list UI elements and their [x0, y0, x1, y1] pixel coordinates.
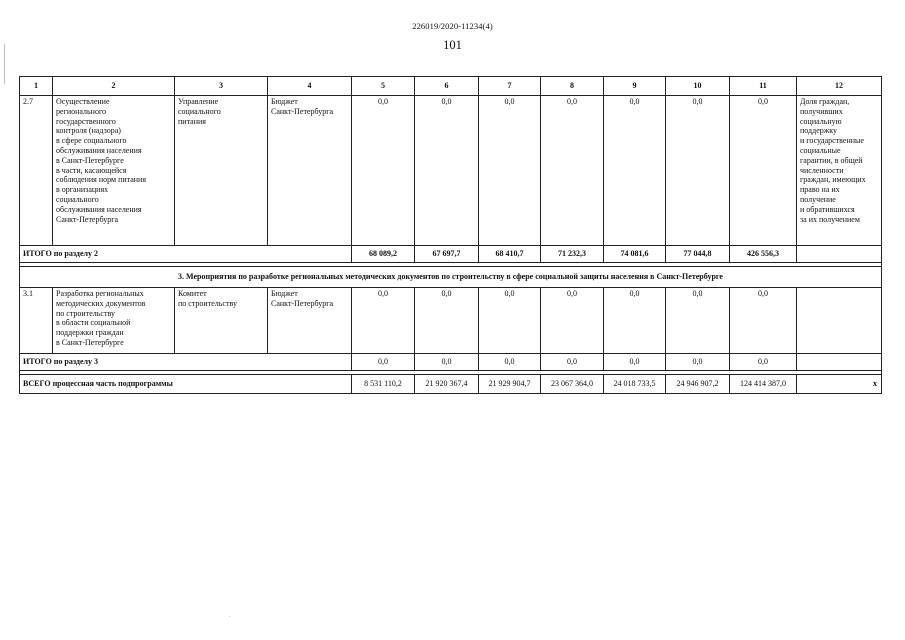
total-value: 426 556,3 — [730, 246, 797, 263]
total-value: 0,0 — [666, 354, 730, 371]
section-3-heading-row — [20, 267, 882, 288]
value-cell: 0,0 — [352, 96, 415, 246]
total-value: 74 081,6 — [604, 246, 666, 263]
column-number: 1 — [20, 77, 53, 96]
grand-total-value: 21 920 367,4 — [415, 375, 479, 394]
grand-total-value: 124 414 387,0 — [730, 375, 797, 394]
document-id: 226019/2020-11234(4) — [412, 21, 493, 31]
funding-source: Бюджет Санкт-Петербурга — [268, 96, 352, 246]
empty-cell — [797, 246, 882, 263]
measure-name: Разработка региональных методических документов по строительству в области социальной поддержки граждан в Санкт-Петербурге — [53, 288, 175, 354]
total-value: 77 044,8 — [666, 246, 730, 263]
row-number: 3.1 — [20, 288, 53, 354]
value-cell: 0,0 — [730, 288, 797, 354]
value-cell: 0,0 — [666, 96, 730, 246]
total-value: 0,0 — [730, 354, 797, 371]
column-number: 4 — [268, 77, 352, 96]
value-cell: 0,0 — [666, 288, 730, 354]
total-value: 0,0 — [541, 354, 604, 371]
section-heading: 3. Мероприятия по разработке региональных методических документов по строительству в сфере социальной защиты населения в Санкт-Петербурге — [20, 267, 882, 288]
value-cell: 0,0 — [730, 96, 797, 246]
page-number: 101 — [443, 38, 462, 52]
funding-source: Бюджет Санкт-Петербурга — [268, 288, 352, 354]
empty-cell — [797, 288, 882, 354]
value-cell: 0,0 — [604, 96, 666, 246]
indicator: Доля граждан, получивших социальную поддержку и государственные социальные гарантии, в общей численности граждан, имеющих право на их получение и обратившихся за их получением — [797, 96, 882, 246]
measure-name: Осуществление регионального государственного контроля (надзора) в сфере социального обслуживания населения в Санкт-Петербурге в части, касающейся соблюдения норм питания в организациях социального обслуживания населения Санкт-Петербурга — [53, 96, 175, 246]
scan-margin-line — [4, 44, 5, 84]
column-number: 9 — [604, 77, 666, 96]
row-number: 2.7 — [20, 96, 53, 246]
grand-total-value: 23 067 364,0 — [541, 375, 604, 394]
column-number: 11 — [730, 77, 797, 96]
column-number: 7 — [479, 77, 541, 96]
total-value: 0,0 — [479, 354, 541, 371]
value-cell: 0,0 — [541, 96, 604, 246]
total-value: 67 697,7 — [415, 246, 479, 263]
grand-total-label: ВСЕГО процессная часть подпрограммы — [20, 375, 352, 394]
total-value: 0,0 — [604, 354, 666, 371]
column-number: 5 — [352, 77, 415, 96]
grand-total-row — [20, 375, 882, 394]
total-section-2-row — [20, 246, 882, 263]
total-value: 0,0 — [352, 354, 415, 371]
total-value: 71 232,3 — [541, 246, 604, 263]
total-label: ИТОГО по разделу 3 — [20, 354, 352, 371]
grand-total-value: 24 946 907,2 — [666, 375, 730, 394]
value-cell: 0,0 — [415, 288, 479, 354]
total-section-3-row — [20, 354, 882, 371]
grand-total-mark: х — [797, 375, 882, 394]
table-row-3-1 — [20, 288, 882, 354]
total-value: 0,0 — [415, 354, 479, 371]
table-row-2-7 — [20, 96, 882, 246]
value-cell: 0,0 — [479, 96, 541, 246]
grand-total-value: 24 018 733,5 — [604, 375, 666, 394]
column-number: 6 — [415, 77, 479, 96]
total-label: ИТОГО по разделу 2 — [20, 246, 352, 263]
value-cell: 0,0 — [479, 288, 541, 354]
total-value: 68 089,2 — [352, 246, 415, 263]
column-number-row — [20, 77, 882, 96]
value-cell: 0,0 — [604, 288, 666, 354]
column-number: 12 — [797, 77, 882, 96]
executor: Комитет по строительству — [175, 288, 268, 354]
scan-speck: . — [229, 613, 231, 619]
value-cell: 0,0 — [541, 288, 604, 354]
value-cell: 0,0 — [352, 288, 415, 354]
column-number: 2 — [53, 77, 175, 96]
column-number: 10 — [666, 77, 730, 96]
budget-table — [19, 76, 882, 394]
total-value: 68 410,7 — [479, 246, 541, 263]
empty-cell — [797, 354, 882, 371]
column-number: 8 — [541, 77, 604, 96]
grand-total-value: 8 531 110,2 — [352, 375, 415, 394]
value-cell: 0,0 — [415, 96, 479, 246]
grand-total-value: 21 929 904,7 — [479, 375, 541, 394]
column-number: 3 — [175, 77, 268, 96]
executor: Управление социального питания — [175, 96, 268, 246]
